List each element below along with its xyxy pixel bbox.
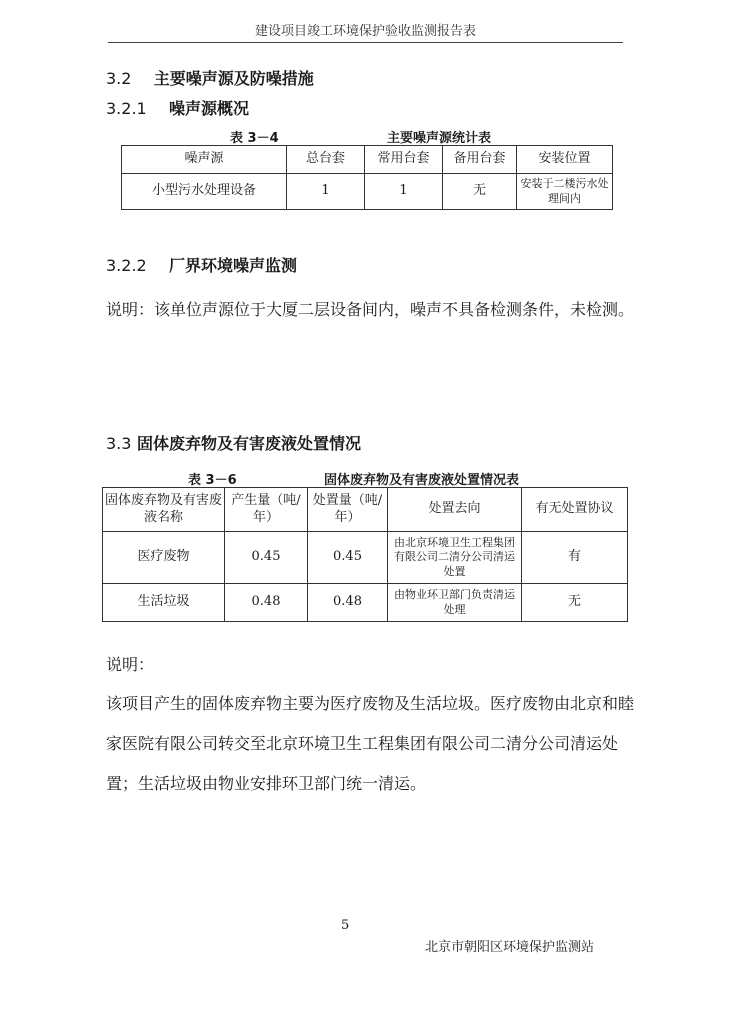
table-cell: 0.48 — [308, 584, 388, 622]
table-header-cell: 固体废弃物及有害废液名称 — [103, 488, 225, 532]
table-cell: 医疗废物 — [103, 532, 225, 584]
table-header-row — [103, 488, 628, 532]
section-title: 主要噪声源及防噪措施 — [153, 69, 314, 88]
section-title: 固体废弃物及有害废液处置情况 — [137, 434, 362, 453]
table-header-cell: 处置去向 — [388, 488, 522, 532]
section-3-3-heading — [106, 431, 361, 454]
table-3-4-title: 主要噪声源统计表 — [387, 131, 492, 146]
footer-organization: 北京市朝阳区环境保护监测站 — [425, 940, 595, 955]
noise-note: 说明：该单位声源位于大厦二层设备间内，噪声不具备检测条件，未检测。 — [106, 300, 635, 319]
table-header-cell: 总台套 — [287, 146, 365, 174]
noise-source-table — [121, 145, 613, 210]
table-cell: 1 — [365, 174, 443, 210]
section-number: 3.2.2 — [106, 256, 147, 275]
table-3-6-title: 固体废弃物及有害废液处置情况表 — [324, 473, 520, 488]
table-header-cell: 产生量（吨/年） — [225, 488, 308, 532]
table-3-6-label: 表 3－6 — [188, 473, 237, 488]
table-header-cell: 处置量（吨/年） — [308, 488, 388, 532]
table-cell: 小型污水处理设备 — [122, 174, 287, 210]
header-divider — [108, 42, 623, 43]
table-row — [122, 174, 613, 210]
table-cell: 无 — [443, 174, 517, 210]
table-header-cell: 噪声源 — [122, 146, 287, 174]
table-row — [103, 532, 628, 584]
section-number: 3.2.1 — [106, 99, 147, 118]
table-cell: 0.45 — [225, 532, 308, 584]
section-3-2-2-heading — [106, 253, 297, 276]
table-cell: 0.48 — [225, 584, 308, 622]
table-cell: 由物业环卫部门负责清运处理 — [388, 584, 522, 622]
table-cell: 安装于二楼污水处理间内 — [517, 174, 613, 210]
table-cell: 生活垃圾 — [103, 584, 225, 622]
table-header-row — [122, 146, 613, 174]
table-cell: 由北京环境卫生工程集团有限公司二清分公司清运处置 — [388, 532, 522, 584]
page-number: 5 — [341, 918, 350, 933]
waste-note-label: 说明： — [106, 655, 155, 674]
section-3-2-heading — [106, 66, 314, 89]
table-header-cell: 安装位置 — [517, 146, 613, 174]
section-3-2-1-heading — [106, 96, 249, 119]
table-cell: 有 — [522, 532, 628, 584]
table-header-cell: 有无处置协议 — [522, 488, 628, 532]
table-cell: 无 — [522, 584, 628, 622]
table-3-4-label: 表 3－4 — [230, 131, 279, 146]
waste-note-body: 该项目产生的固体废弃物主要为医疗废物及生活垃圾。医疗废物由北京和睦家医院有限公司转交至北京环境卫生工程集团有限公司二清分公司清运处置；生活垃圾由物业安排环卫部门统一清运。 — [106, 694, 635, 793]
solid-waste-table — [102, 487, 628, 622]
table-header-cell: 备用台套 — [443, 146, 517, 174]
table-cell: 1 — [287, 174, 365, 210]
table-row — [103, 584, 628, 622]
section-number: 3.2 — [106, 69, 132, 88]
table-cell: 0.45 — [308, 532, 388, 584]
table-header-cell: 常用台套 — [365, 146, 443, 174]
section-number: 3.3 — [106, 434, 132, 453]
section-title: 噪声源概况 — [169, 99, 250, 118]
section-title: 厂界环境噪声监测 — [169, 256, 298, 275]
page-header: 建设项目竣工环境保护验收监测报告表 — [254, 24, 476, 39]
